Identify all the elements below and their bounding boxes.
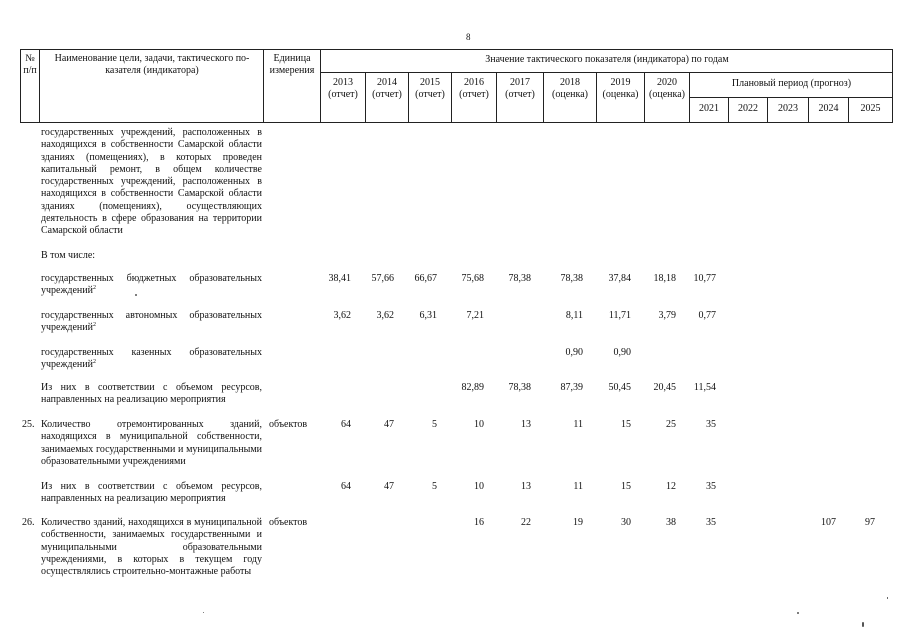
value-cell: 15: [621, 419, 631, 430]
value-cell: 107: [821, 517, 836, 528]
year-2017: 2017 (отчет): [505, 77, 535, 100]
value-cell: 25: [666, 419, 676, 430]
value-cell: 22: [521, 517, 531, 528]
row-number: 25.: [22, 419, 35, 430]
plan-year-2023: 2023: [778, 103, 798, 114]
value-cell: 35: [706, 517, 716, 528]
value-cell: 11,71: [608, 310, 631, 321]
row-unit: объектов: [269, 517, 308, 528]
header-name: Наименование цели, задачи, тактического по- казателя (индикатора): [54, 53, 250, 76]
scan-speck: [862, 622, 864, 627]
year-2014: 2014 (отчет): [372, 77, 402, 100]
value-cell: 20,45: [653, 382, 676, 393]
plan-year-2021: 2021: [699, 103, 719, 114]
row-name-text: Количество зданий, находящихся в муниципальной собственности, занимаемых государственными и муниципальными образовательными учреждениями, в которых в текущем году осуществлялись строительно-монтажные работы: [41, 517, 262, 578]
row-name: [41, 347, 262, 372]
value-cell: 0,77: [698, 310, 716, 321]
value-cell: 11,54: [693, 382, 716, 393]
value-cell: 11: [573, 481, 583, 492]
row-number: 26.: [22, 517, 35, 528]
footnote-mark: 2: [92, 285, 96, 292]
value-cell: 87,39: [560, 382, 583, 393]
value-cell: 3,79: [658, 310, 676, 321]
header-no: № п/п: [23, 53, 37, 76]
value-cell: 47: [384, 419, 394, 430]
row-name: [41, 250, 262, 262]
value-cell: 64: [341, 481, 351, 492]
year-2020: 2020 (оценка): [649, 77, 685, 100]
row-name-text: государственных учреждений, расположенных в находящихся в собственности Самарской области зданиях (помещениях), в которых проведен капитальный ремонт, в общем количестве государственных учреждений, расположенных в находящихся в собственности Самарской области зданиях (помещениях), осуществляющих деятельность в сфере образования на территории Самарской области: [41, 127, 262, 237]
row-name-text: Из них в соответствии с объемом ресурсов, направленных на реализацию мероприятия: [41, 481, 262, 505]
value-cell: 30: [621, 517, 631, 528]
value-cell: 7,21: [466, 310, 484, 321]
row-name-text: государственных бюджетных образовательных учреждений: [41, 273, 262, 297]
plan-year-2024: 2024: [818, 103, 839, 114]
value-cell: 97: [865, 517, 875, 528]
value-cell: 3,62: [376, 310, 394, 321]
scan-speck: [797, 612, 799, 614]
year-2015: 2015 (отчет): [415, 77, 445, 100]
value-cell: 19: [573, 517, 583, 528]
plan-year-2022: 2022: [738, 103, 758, 114]
scan-speck: [887, 597, 888, 599]
scan-speck: [135, 294, 137, 296]
row-name-text: В том числе:: [41, 250, 96, 261]
value-cell: 78,38: [560, 273, 583, 284]
footnote-mark: 2: [92, 359, 96, 366]
row-name: [41, 382, 262, 407]
value-cell: 10,77: [693, 273, 716, 284]
row-name-text: государственных казенных образовательных учреждений: [41, 347, 262, 371]
value-cell: 82,89: [461, 382, 484, 393]
year-2016: 2016 (отчет): [459, 77, 489, 100]
year-2013: 2013 (отчет): [328, 77, 358, 100]
row-name-text: Количество отремонтированных зданий, находящихся в муниципальной собственности, занимаемых государственными и муниципальными образовательными учреждениями: [41, 419, 262, 467]
value-cell: 13: [521, 481, 531, 492]
value-cell: 18,18: [653, 273, 676, 284]
value-cell: 38,41: [328, 273, 351, 284]
value-cell: 0,90: [565, 347, 583, 358]
value-cell: 8,11: [565, 310, 583, 321]
row-name: [41, 273, 262, 298]
row-unit: объектов: [269, 419, 308, 430]
row-name: [41, 517, 262, 578]
year-2019: 2019 (оценка): [602, 77, 639, 100]
value-cell: 12: [666, 481, 676, 492]
scan-speck: [203, 612, 204, 613]
value-cell: 35: [706, 419, 716, 430]
value-cell: 78,38: [508, 273, 531, 284]
page-number: 8: [466, 32, 471, 42]
value-cell: 37,84: [608, 273, 631, 284]
value-cell: 11: [573, 419, 583, 430]
value-cell: 35: [706, 481, 716, 492]
value-cell: 5: [432, 481, 437, 492]
value-cell: 75,68: [461, 273, 484, 284]
value-cell: 57,66: [371, 273, 394, 284]
value-cell: 64: [341, 419, 351, 430]
value-cell: 78,38: [508, 382, 531, 393]
row-name: [41, 127, 262, 238]
year-2018: 2018 (оценка): [552, 77, 588, 100]
plan-year-2025: 2025: [860, 103, 881, 114]
row-name-text: Из них в соответствии с объемом ресурсов, направленных на реализацию мероприятия: [41, 382, 262, 406]
row-name: [41, 310, 262, 335]
value-cell: 66,67: [414, 273, 437, 284]
header-values-title: Значение тактического показателя (индикатора) по годам: [485, 54, 729, 65]
row-name: [41, 419, 262, 468]
value-cell: 3,62: [333, 310, 351, 321]
value-cell: 10: [474, 419, 484, 430]
header-unit: Единица измерения: [269, 53, 315, 76]
header-plan-period: Плановый период (прогноз): [731, 78, 852, 89]
value-cell: 15: [621, 481, 631, 492]
row-name: [41, 481, 262, 506]
value-cell: 47: [384, 481, 394, 492]
value-cell: 0,90: [613, 347, 631, 358]
value-cell: 10: [474, 481, 484, 492]
value-cell: 16: [474, 517, 484, 528]
value-cell: 13: [521, 419, 531, 430]
value-cell: 50,45: [608, 382, 631, 393]
value-cell: 6,31: [419, 310, 437, 321]
value-cell: 38: [666, 517, 676, 528]
footnote-mark: 2: [92, 322, 96, 329]
row-name-text: государственных автономных образовательных учреждений: [41, 310, 262, 334]
value-cell: 5: [432, 419, 437, 430]
